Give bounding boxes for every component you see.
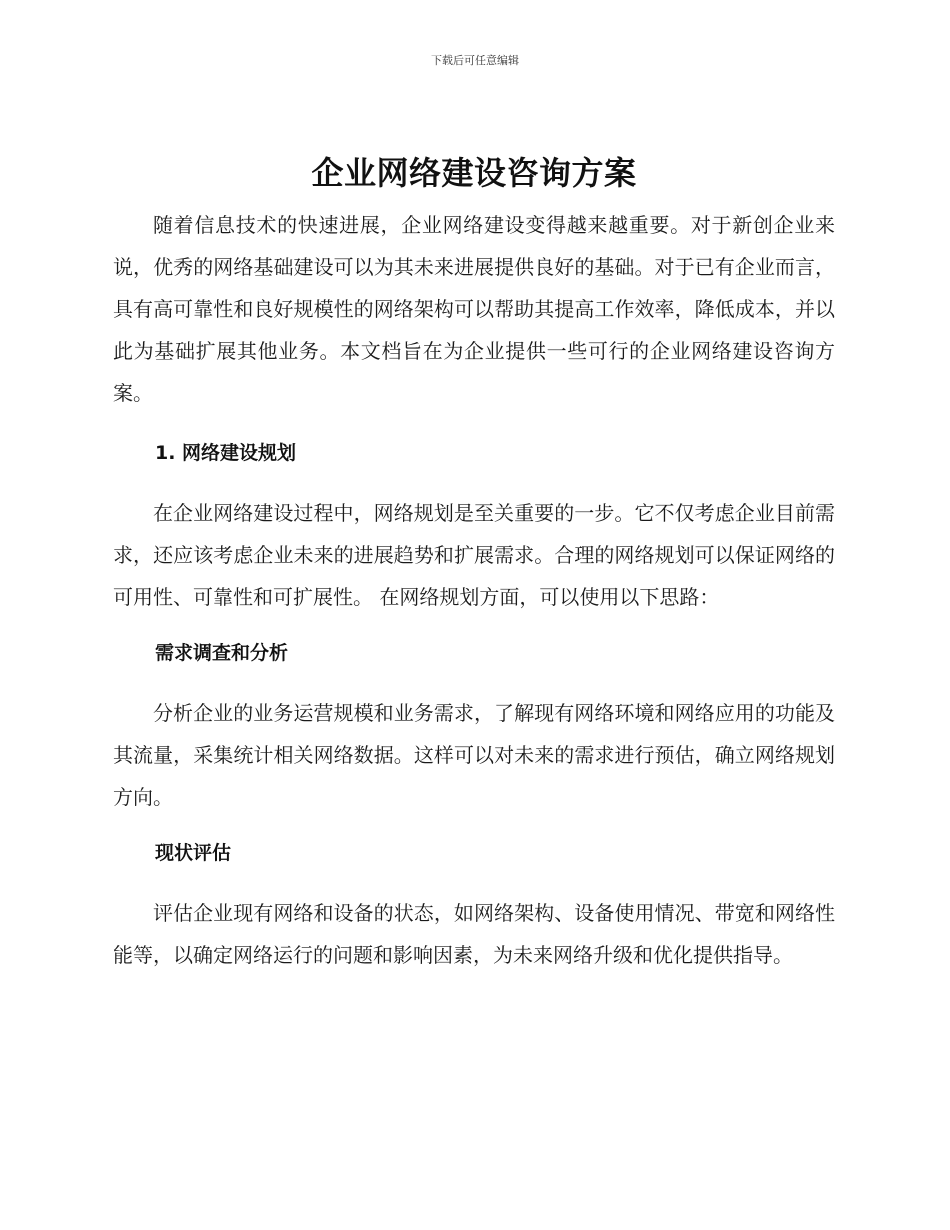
intro-paragraph: 随着信息技术的快速进展，企业网络建设变得越来越重要。对于新创企业来说，优秀的网络基础建设可以为其未来进展提供良好的基础。对于已有企业而言，具有高可靠性和良好规模性的网络架构可以帮助其提高工作效率，降低成本，并以此为基础扩展其他业务。本文档旨在为企业提供一些可行的企业网络建设咨询方案。 bbox=[113, 213, 835, 405]
subsection-paragraph-status-assessment: 评估企业现有网络和设备的状态，如网络架构、设备使用情况、带宽和网络性能等，以确定网络运行的问题和影响因素，为未来网络升级和优化提供指导。 bbox=[113, 901, 835, 967]
running-header: 下载后可任意编辑 bbox=[431, 54, 519, 67]
section-heading-network-planning: 1. 网络建设规划 bbox=[155, 442, 297, 464]
subsection-paragraph-needs-analysis: 分析企业的业务运营规模和业务需求，了解现有网络环境和网络应用的功能及其流量，采集统计相关网络数据。这样可以对未来的需求进行预估，确立网络规划方向。 bbox=[113, 701, 835, 809]
section-paragraph-network-planning: 在企业网络建设过程中，网络规划是至关重要的一步。它不仅考虑企业目前需求，还应该考虑企业未来的进展趋势和扩展需求。合理的网络规划可以保证网络的可用性、可靠性和可扩展性。 在网络规划方面，可以使用以下思路： bbox=[113, 501, 835, 609]
document-body bbox=[113, 148, 835, 976]
subsection-heading-needs-analysis: 需求调查和分析 bbox=[155, 642, 289, 664]
document-title: 企业网络建设咨询方案 bbox=[311, 154, 637, 192]
subsection-heading-status-assessment: 现状评估 bbox=[155, 842, 232, 864]
